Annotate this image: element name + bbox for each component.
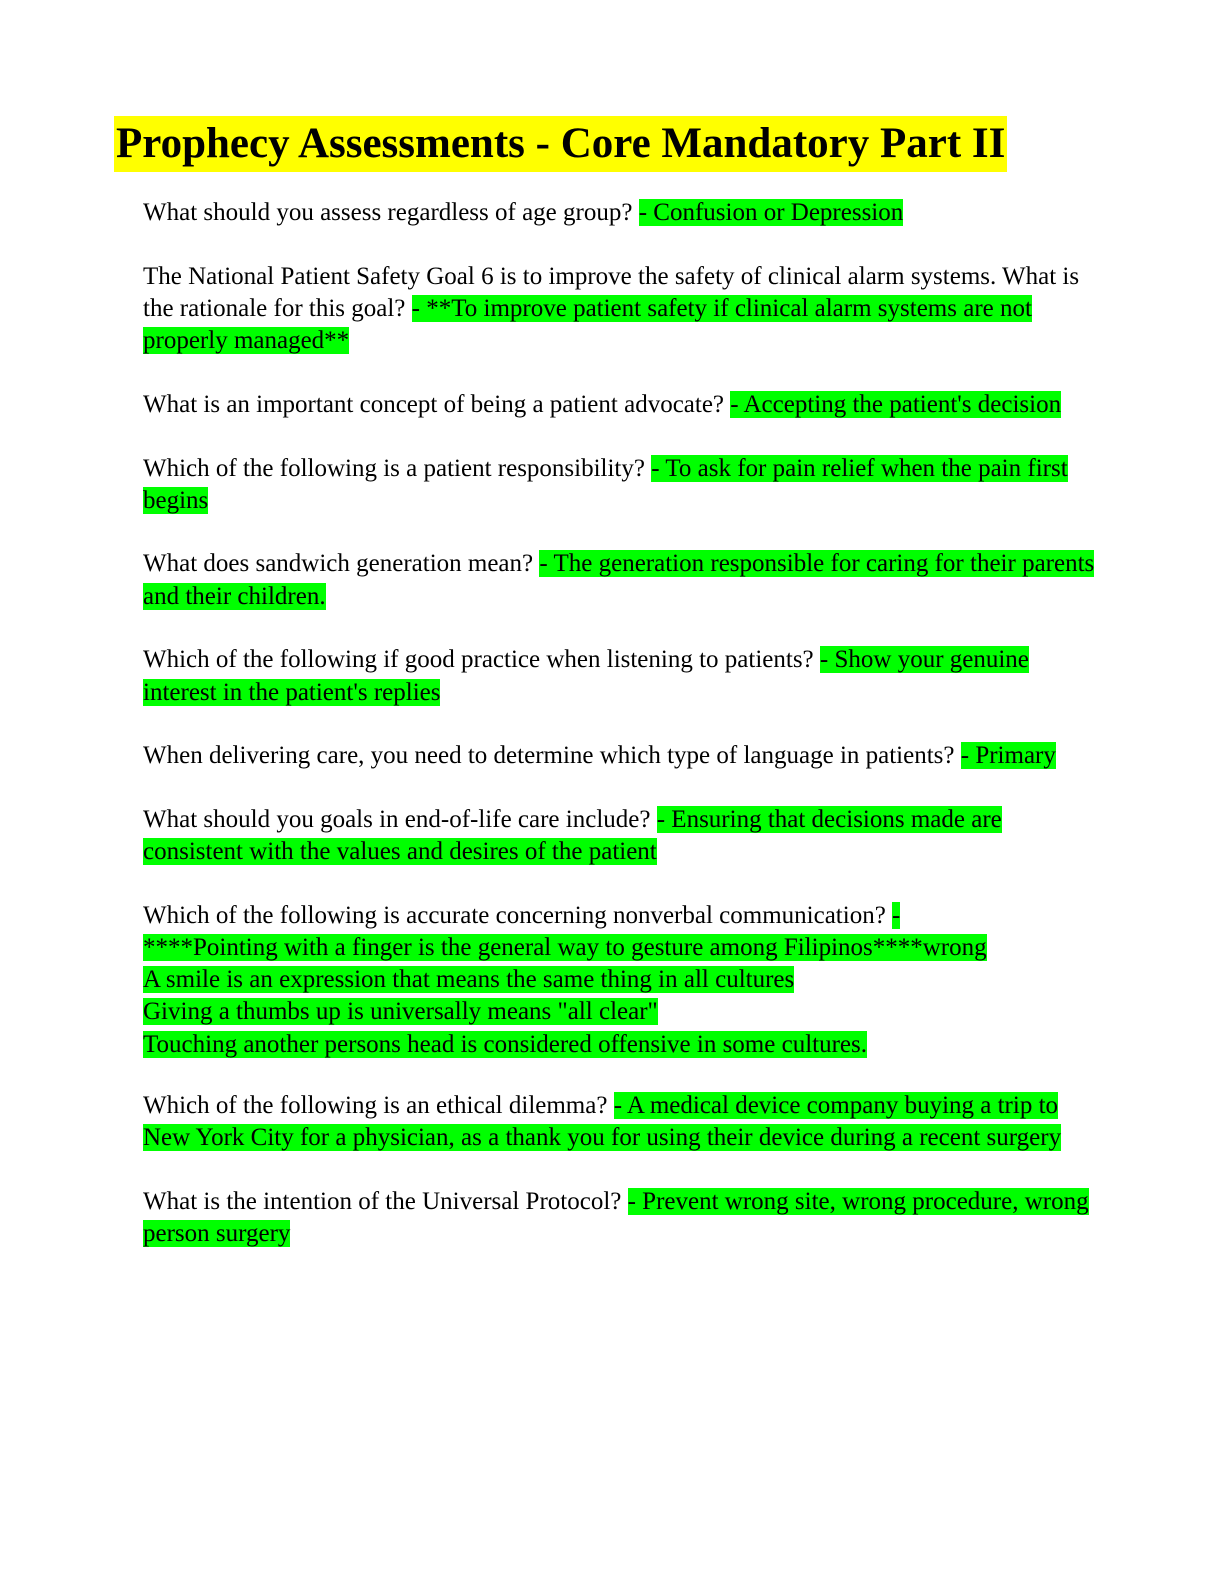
question-text: What should you assess regardless of age group? bbox=[143, 199, 633, 226]
qa-item bbox=[143, 644, 1098, 708]
qa-item bbox=[143, 1090, 1098, 1154]
answer-line: ****Pointing with a finger is the general way to gesture among Filipinos****wrong bbox=[143, 934, 987, 962]
qa-item bbox=[143, 804, 1098, 868]
answer-text: - Show your genuine interest in the patient's replies bbox=[143, 646, 1029, 706]
answer-text: - Accepting the patient's decision bbox=[730, 390, 1062, 418]
answer-line: Giving a thumbs up is universally means "all clear" bbox=[143, 998, 658, 1026]
answer-text: - bbox=[892, 901, 901, 929]
question-text: When delivering care, you need to determine which type of language in patients? bbox=[143, 742, 955, 770]
qa-item bbox=[143, 548, 1098, 612]
question-text: Which of the following if good practice when listening to patients? bbox=[143, 646, 814, 674]
question-text: Which of the following is an ethical dilemma? bbox=[143, 1091, 608, 1119]
question-text: What is an important concept of being a patient advocate? bbox=[143, 390, 725, 418]
answer-text: - The generation responsible for caring for their parents and their children. bbox=[143, 550, 1095, 610]
question-text: What should you goals in end-of-life care include? bbox=[143, 805, 651, 833]
answer-text: - Confusion or Depression bbox=[638, 199, 904, 226]
qa-item bbox=[143, 261, 1098, 358]
question-text: What is the intention of the Universal Protocol? bbox=[143, 1187, 622, 1215]
answer-text: - **To improve patient safety if clinical alarm systems are not properly managed** bbox=[143, 294, 1032, 355]
title-block bbox=[114, 116, 1100, 172]
answer-text: - To ask for pain relief when the pain first begins bbox=[143, 454, 1068, 514]
qa-item bbox=[143, 197, 1098, 229]
question-text: What does sandwich generation mean? bbox=[143, 550, 534, 578]
question-text: The National Patient Safety Goal 6 is to improve the safety of clinical alarm systems. What is the rationale for this goal? bbox=[143, 262, 1080, 322]
answer-text: - Ensuring that decisions made are consistent with the values and desires of the patient bbox=[143, 805, 1002, 866]
answer-text: - A medical device company buying a trip to New York City for a physician, as a thank you for using their device during a recent surgery bbox=[143, 1091, 1062, 1152]
answer-text: - Primary bbox=[960, 742, 1056, 770]
answer-line: Touching another persons head is considered offensive in some cultures. bbox=[143, 1030, 867, 1058]
question-text: Which of the following is a patient responsibility? bbox=[143, 454, 645, 482]
page-title: Prophecy Assessments - Core Mandatory Part II bbox=[114, 116, 1007, 172]
qa-item bbox=[143, 389, 1098, 421]
answer-line: A smile is an expression that means the same thing in all cultures bbox=[143, 966, 795, 994]
qa-list bbox=[143, 197, 1098, 1282]
question-text: Which of the following is accurate concerning nonverbal communication? bbox=[143, 901, 886, 929]
qa-item bbox=[143, 740, 1098, 772]
qa-item bbox=[143, 900, 1098, 1061]
qa-item bbox=[143, 453, 1098, 517]
answer-text: - Prevent wrong site, wrong procedure, wrong person surgery bbox=[143, 1187, 1089, 1247]
qa-item bbox=[143, 1186, 1098, 1250]
